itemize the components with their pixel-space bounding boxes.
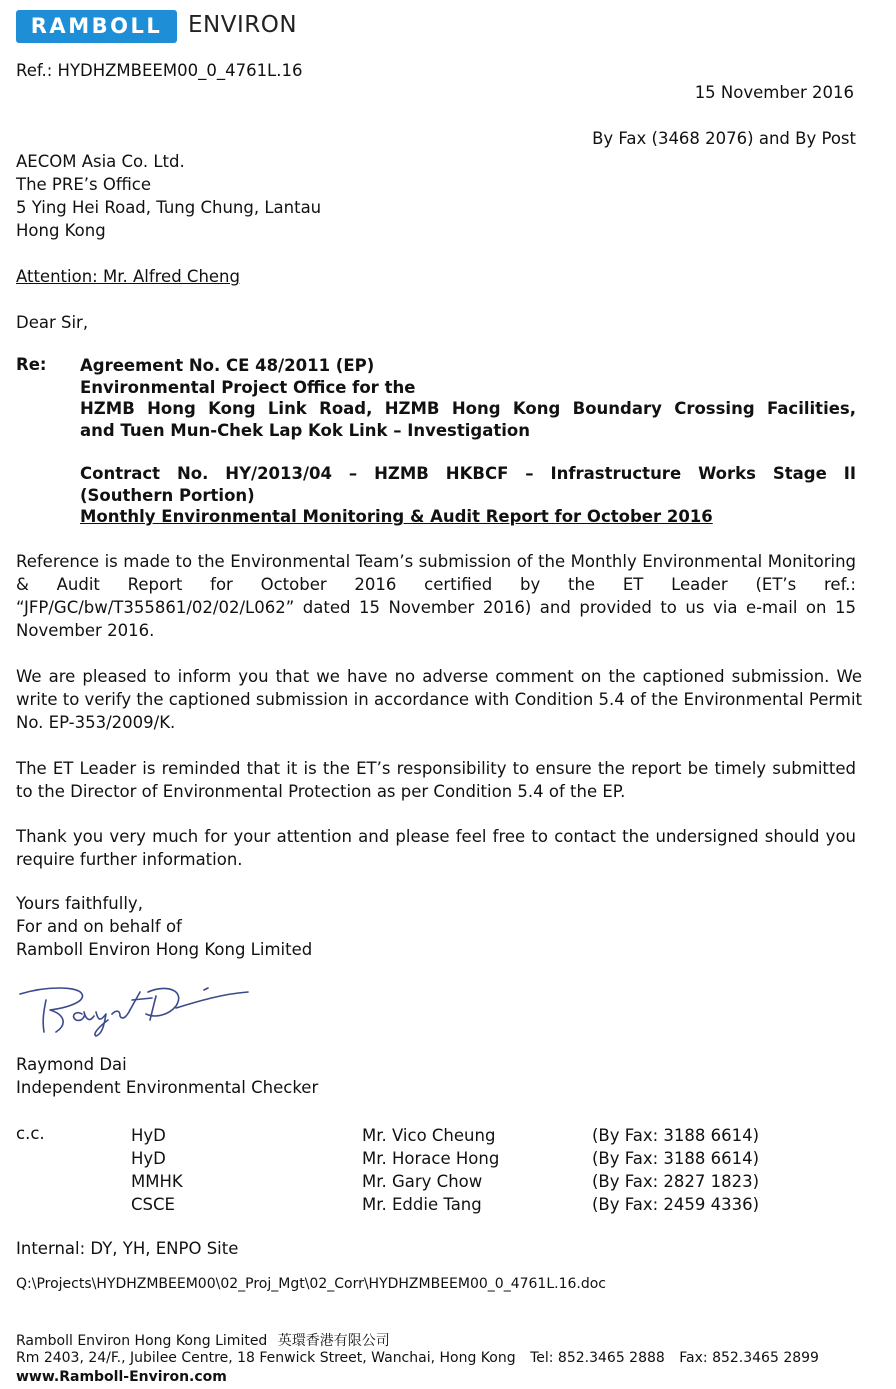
cc-org: CSCE <box>131 1195 175 1214</box>
internal-distribution: Internal: DY, YH, ENPO Site <box>16 1239 239 1258</box>
closing-line: Yours faithfully, <box>16 894 143 913</box>
closing-line: For and on behalf of <box>16 917 182 936</box>
footer-company: Ramboll Environ Hong Kong Limited <box>16 1333 268 1349</box>
letter-date: 15 November 2016 <box>694 83 854 102</box>
footer-company-chinese: 英環香港有限公司 <box>277 1333 390 1349</box>
re-line: and Tuen Mun-Chek Lap Kok Link – Investigation <box>80 421 530 441</box>
cc-fax: (By Fax: 2827 1823) <box>592 1172 760 1191</box>
reference-number: Ref.: HYDHZMBEEM00_0_4761L.16 <box>16 61 303 80</box>
contract-line: Contract No. HY/2013/04 – HZMB HKBCF – Infrastructure Works Stage II <box>80 464 856 483</box>
cc-person: Mr. Vico Cheung <box>362 1126 496 1145</box>
signatory-title: Independent Environmental Checker <box>16 1078 319 1097</box>
footer-fax: Fax: 852.3465 2899 <box>679 1350 819 1366</box>
report-title: Monthly Environmental Monitoring & Audit Report for October 2016 <box>80 507 713 527</box>
cc-org: HyD <box>131 1149 166 1168</box>
cc-org: MMHK <box>131 1172 183 1191</box>
re-subject <box>80 355 856 442</box>
cc-fax: (By Fax: 2459 4336) <box>592 1195 760 1214</box>
contract-line: (Southern Portion) <box>80 485 255 505</box>
cc-organisations <box>131 1124 183 1216</box>
cc-person: Mr. Eddie Tang <box>362 1195 482 1214</box>
footer-address-line <box>16 1350 819 1366</box>
handwritten-signature <box>16 980 256 1040</box>
footer-tel: Tel: 852.3465 2888 <box>530 1350 665 1366</box>
footer-address: Rm 2403, 24/F., Jubilee Centre, 18 Fenwick Street, Wanchai, Hong Kong <box>16 1350 516 1366</box>
re-line: Environmental Project Office for the <box>80 377 416 397</box>
body-paragraph: The ET Leader is reminded that it is the ET’s responsibility to ensure the report be timely submitted to the Director of Environmental Protection as per Condition 5.4 of the EP. <box>16 759 856 801</box>
re-line: HZMB Hong Kong Link Road, HZMB Hong Kong Boundary Crossing Facilities, <box>80 399 856 419</box>
signatory-name: Raymond Dai <box>16 1055 127 1074</box>
attention-line: Attention: Mr. Alfred Cheng <box>16 267 240 286</box>
contract-block <box>80 463 856 528</box>
ramboll-logo: RAMBOLL <box>16 10 177 43</box>
cc-org: HyD <box>131 1126 166 1145</box>
footer-website-link[interactable]: www.Ramboll-Environ.com <box>16 1369 227 1385</box>
cc-persons <box>362 1124 499 1216</box>
cc-person: Mr. Gary Chow <box>362 1172 483 1191</box>
cc-fax-numbers <box>592 1124 759 1216</box>
re-label: Re: <box>16 355 47 374</box>
file-path: Q:\Projects\HYDHZMBEEM00\02_Proj_Mgt\02_Corr\HYDHZMBEEM00_0_4761L.16.doc <box>16 1276 606 1292</box>
delivery-method: By Fax (3468 2076) and By Post <box>592 129 856 148</box>
closing-line: Ramboll Environ Hong Kong Limited <box>16 940 313 959</box>
body-paragraph: Reference is made to the Environmental Team’s submission of the Monthly Environmental Monitoring & Audit Report for October 2016 certified by the ET Leader (ET’s ref.: “JFP/GC/bw/T355861/02/02/L062” dated 15 November 2016) and provided to us via e-mail on 15 November 2016. <box>16 552 856 640</box>
body-paragraph: We are pleased to inform you that we have no adverse comment on the captioned submission. We write to verify the captioned submission in accordance with Condition 5.4 of the Environmental Permit No. EP-353/2009/K. <box>16 667 862 732</box>
footer-company-line <box>16 1330 390 1350</box>
cc-fax: (By Fax: 3188 6614) <box>592 1149 760 1168</box>
re-line: Agreement No. CE 48/2011 (EP) <box>80 356 375 375</box>
salutation: Dear Sir, <box>16 313 89 332</box>
address-line: The PRE’s Office <box>16 175 152 194</box>
cc-person: Mr. Horace Hong <box>362 1149 500 1168</box>
address-line: AECOM Asia Co. Ltd. <box>16 152 185 171</box>
body-paragraph: Thank you very much for your attention and please feel free to contact the undersigned should you require further information. <box>16 827 856 869</box>
address-line: Hong Kong <box>16 221 106 240</box>
cc-fax: (By Fax: 3188 6614) <box>592 1126 760 1145</box>
environ-logo-word: ENVIRON <box>188 12 298 38</box>
cc-label: c.c. <box>16 1124 45 1143</box>
address-line: 5 Ying Hei Road, Tung Chung, Lantau <box>16 198 322 217</box>
